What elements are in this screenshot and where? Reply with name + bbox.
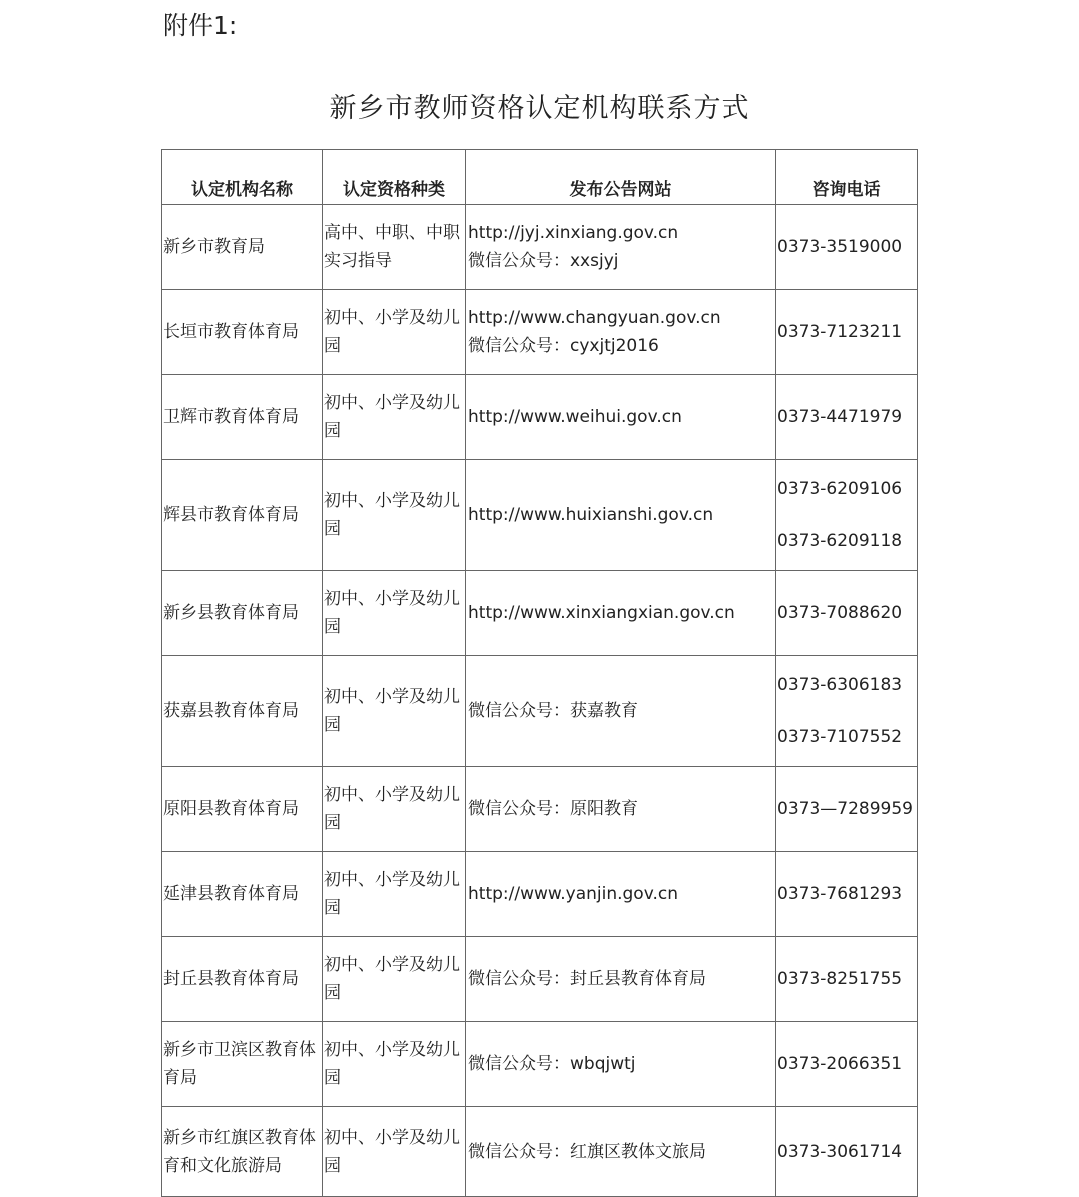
site-cell xyxy=(466,767,776,852)
org-name: 原阳县教育体育局 xyxy=(163,799,299,819)
org-cell xyxy=(162,937,323,1022)
site-line: 微信公众号：封丘县教育体育局 xyxy=(468,969,706,989)
type-cell xyxy=(323,375,466,460)
phone-number: 0373-6209118 xyxy=(777,531,903,551)
phone-number: 0373-8251755 xyxy=(777,969,903,989)
attachment-label: 附件1: xyxy=(163,11,238,40)
org-name: 新乡市红旗区教育体育和文化旅游局 xyxy=(163,1127,316,1176)
qualification-type: 初中、小学及幼儿园 xyxy=(324,870,460,918)
qualification-type: 初中、小学及幼儿园 xyxy=(324,687,460,735)
phone-number: 0373-3061714 xyxy=(777,1141,903,1162)
site-line: http://www.changyuan.gov.cn xyxy=(468,308,721,328)
table-row xyxy=(162,375,918,460)
site-cell xyxy=(466,1022,776,1107)
site-line: 微信公众号：wbqjwtj xyxy=(468,1054,636,1074)
type-cell xyxy=(323,1107,466,1197)
table-row xyxy=(162,460,918,571)
document-title: 新乡市教师资格认定机构联系方式 xyxy=(329,93,750,124)
qualification-type: 初中、小学及幼儿园 xyxy=(324,1040,460,1088)
table-row xyxy=(162,852,918,937)
qualification-type: 初中、小学及幼儿园 xyxy=(324,955,460,1003)
phone-cell xyxy=(776,656,918,767)
site-line: 微信公众号：xxsjyj xyxy=(468,251,619,271)
phone-cell xyxy=(776,767,918,852)
header-type: 认定资格种类 xyxy=(323,150,466,205)
site-cell xyxy=(466,460,776,571)
table-row xyxy=(162,290,918,375)
site-cell xyxy=(466,290,776,375)
phone-cell xyxy=(776,1022,918,1107)
qualification-type: 初中、小学及幼儿园 xyxy=(324,1127,460,1176)
header-org: 认定机构名称 xyxy=(162,150,323,205)
org-name: 辉县市教育体育局 xyxy=(163,505,299,525)
site-line: 微信公众号：cyxjtj2016 xyxy=(468,336,659,356)
org-name: 新乡市教育局 xyxy=(163,237,265,257)
phone-number: 0373-6306183 xyxy=(777,675,903,695)
site-line: http://jyj.xinxiang.gov.cn xyxy=(468,223,679,243)
site-cell xyxy=(466,1107,776,1197)
site-line: 微信公众号：获嘉教育 xyxy=(468,701,638,721)
org-name: 新乡市卫滨区教育体育局 xyxy=(163,1040,316,1088)
header-row xyxy=(162,150,918,205)
type-cell xyxy=(323,571,466,656)
type-cell xyxy=(323,852,466,937)
site-line: http://www.yanjin.gov.cn xyxy=(468,884,678,904)
phone-cell xyxy=(776,1107,918,1197)
org-cell xyxy=(162,656,323,767)
qualification-type: 初中、小学及幼儿园 xyxy=(324,393,460,441)
qualification-type: 初中、小学及幼儿园 xyxy=(324,589,460,637)
table-row xyxy=(162,767,918,852)
org-cell xyxy=(162,290,323,375)
phone-cell xyxy=(776,290,918,375)
phone-number: 0373-4471979 xyxy=(777,407,903,427)
table-row xyxy=(162,937,918,1022)
phone-list xyxy=(777,475,916,555)
qualification-type: 初中、小学及幼儿园 xyxy=(324,491,460,539)
type-cell xyxy=(323,460,466,571)
table-row xyxy=(162,1107,918,1197)
org-name: 获嘉县教育体育局 xyxy=(163,701,299,721)
contact-table xyxy=(161,149,918,1197)
phone-cell xyxy=(776,205,918,290)
phone-cell xyxy=(776,375,918,460)
header-phone: 咨询电话 xyxy=(776,150,918,205)
phone-cell xyxy=(776,852,918,937)
type-cell xyxy=(323,290,466,375)
org-cell xyxy=(162,375,323,460)
type-cell xyxy=(323,1022,466,1107)
type-cell xyxy=(323,656,466,767)
site-cell xyxy=(466,852,776,937)
qualification-type: 初中、小学及幼儿园 xyxy=(324,785,460,833)
qualification-type: 初中、小学及幼儿园 xyxy=(324,308,460,356)
type-cell xyxy=(323,767,466,852)
phone-number: 0373-2066351 xyxy=(777,1054,903,1074)
org-cell xyxy=(162,1107,323,1197)
site-line: 微信公众号：原阳教育 xyxy=(468,799,638,819)
org-cell xyxy=(162,852,323,937)
org-name: 延津县教育体育局 xyxy=(163,884,299,904)
org-name: 新乡县教育体育局 xyxy=(163,603,299,623)
phone-number: 0373-3519000 xyxy=(777,237,903,257)
site-line: http://www.xinxiangxian.gov.cn xyxy=(468,603,735,623)
phone-number: 0373-7123211 xyxy=(777,322,903,342)
site-line: http://www.weihui.gov.cn xyxy=(468,407,682,427)
table-row xyxy=(162,1022,918,1107)
header-site: 发布公告网站 xyxy=(466,150,776,205)
phone-cell xyxy=(776,571,918,656)
org-name: 封丘县教育体育局 xyxy=(163,969,299,989)
site-line: 微信公众号：红旗区教体文旅局 xyxy=(468,1141,706,1162)
table-row xyxy=(162,205,918,290)
type-cell xyxy=(323,205,466,290)
type-cell xyxy=(323,937,466,1022)
site-cell xyxy=(466,656,776,767)
org-name: 长垣市教育体育局 xyxy=(163,322,299,342)
phone-number: 0373-6209106 xyxy=(777,479,903,499)
phone-number: 0373—7289959 xyxy=(777,799,913,819)
phone-cell xyxy=(776,460,918,571)
site-cell xyxy=(466,937,776,1022)
org-cell xyxy=(162,767,323,852)
phone-number: 0373-7107552 xyxy=(777,727,903,747)
org-cell xyxy=(162,1022,323,1107)
site-line: http://www.huixianshi.gov.cn xyxy=(468,505,714,525)
site-cell xyxy=(466,571,776,656)
phone-number: 0373-7088620 xyxy=(777,603,903,623)
org-cell xyxy=(162,571,323,656)
org-cell xyxy=(162,205,323,290)
qualification-type: 高中、中职、中职实习指导 xyxy=(324,223,460,271)
site-cell xyxy=(466,205,776,290)
org-name: 卫辉市教育体育局 xyxy=(163,407,299,427)
table-row xyxy=(162,571,918,656)
phone-cell xyxy=(776,937,918,1022)
site-cell xyxy=(466,375,776,460)
table-row xyxy=(162,656,918,767)
phone-list xyxy=(777,671,916,751)
phone-number: 0373-7681293 xyxy=(777,884,903,904)
org-cell xyxy=(162,460,323,571)
